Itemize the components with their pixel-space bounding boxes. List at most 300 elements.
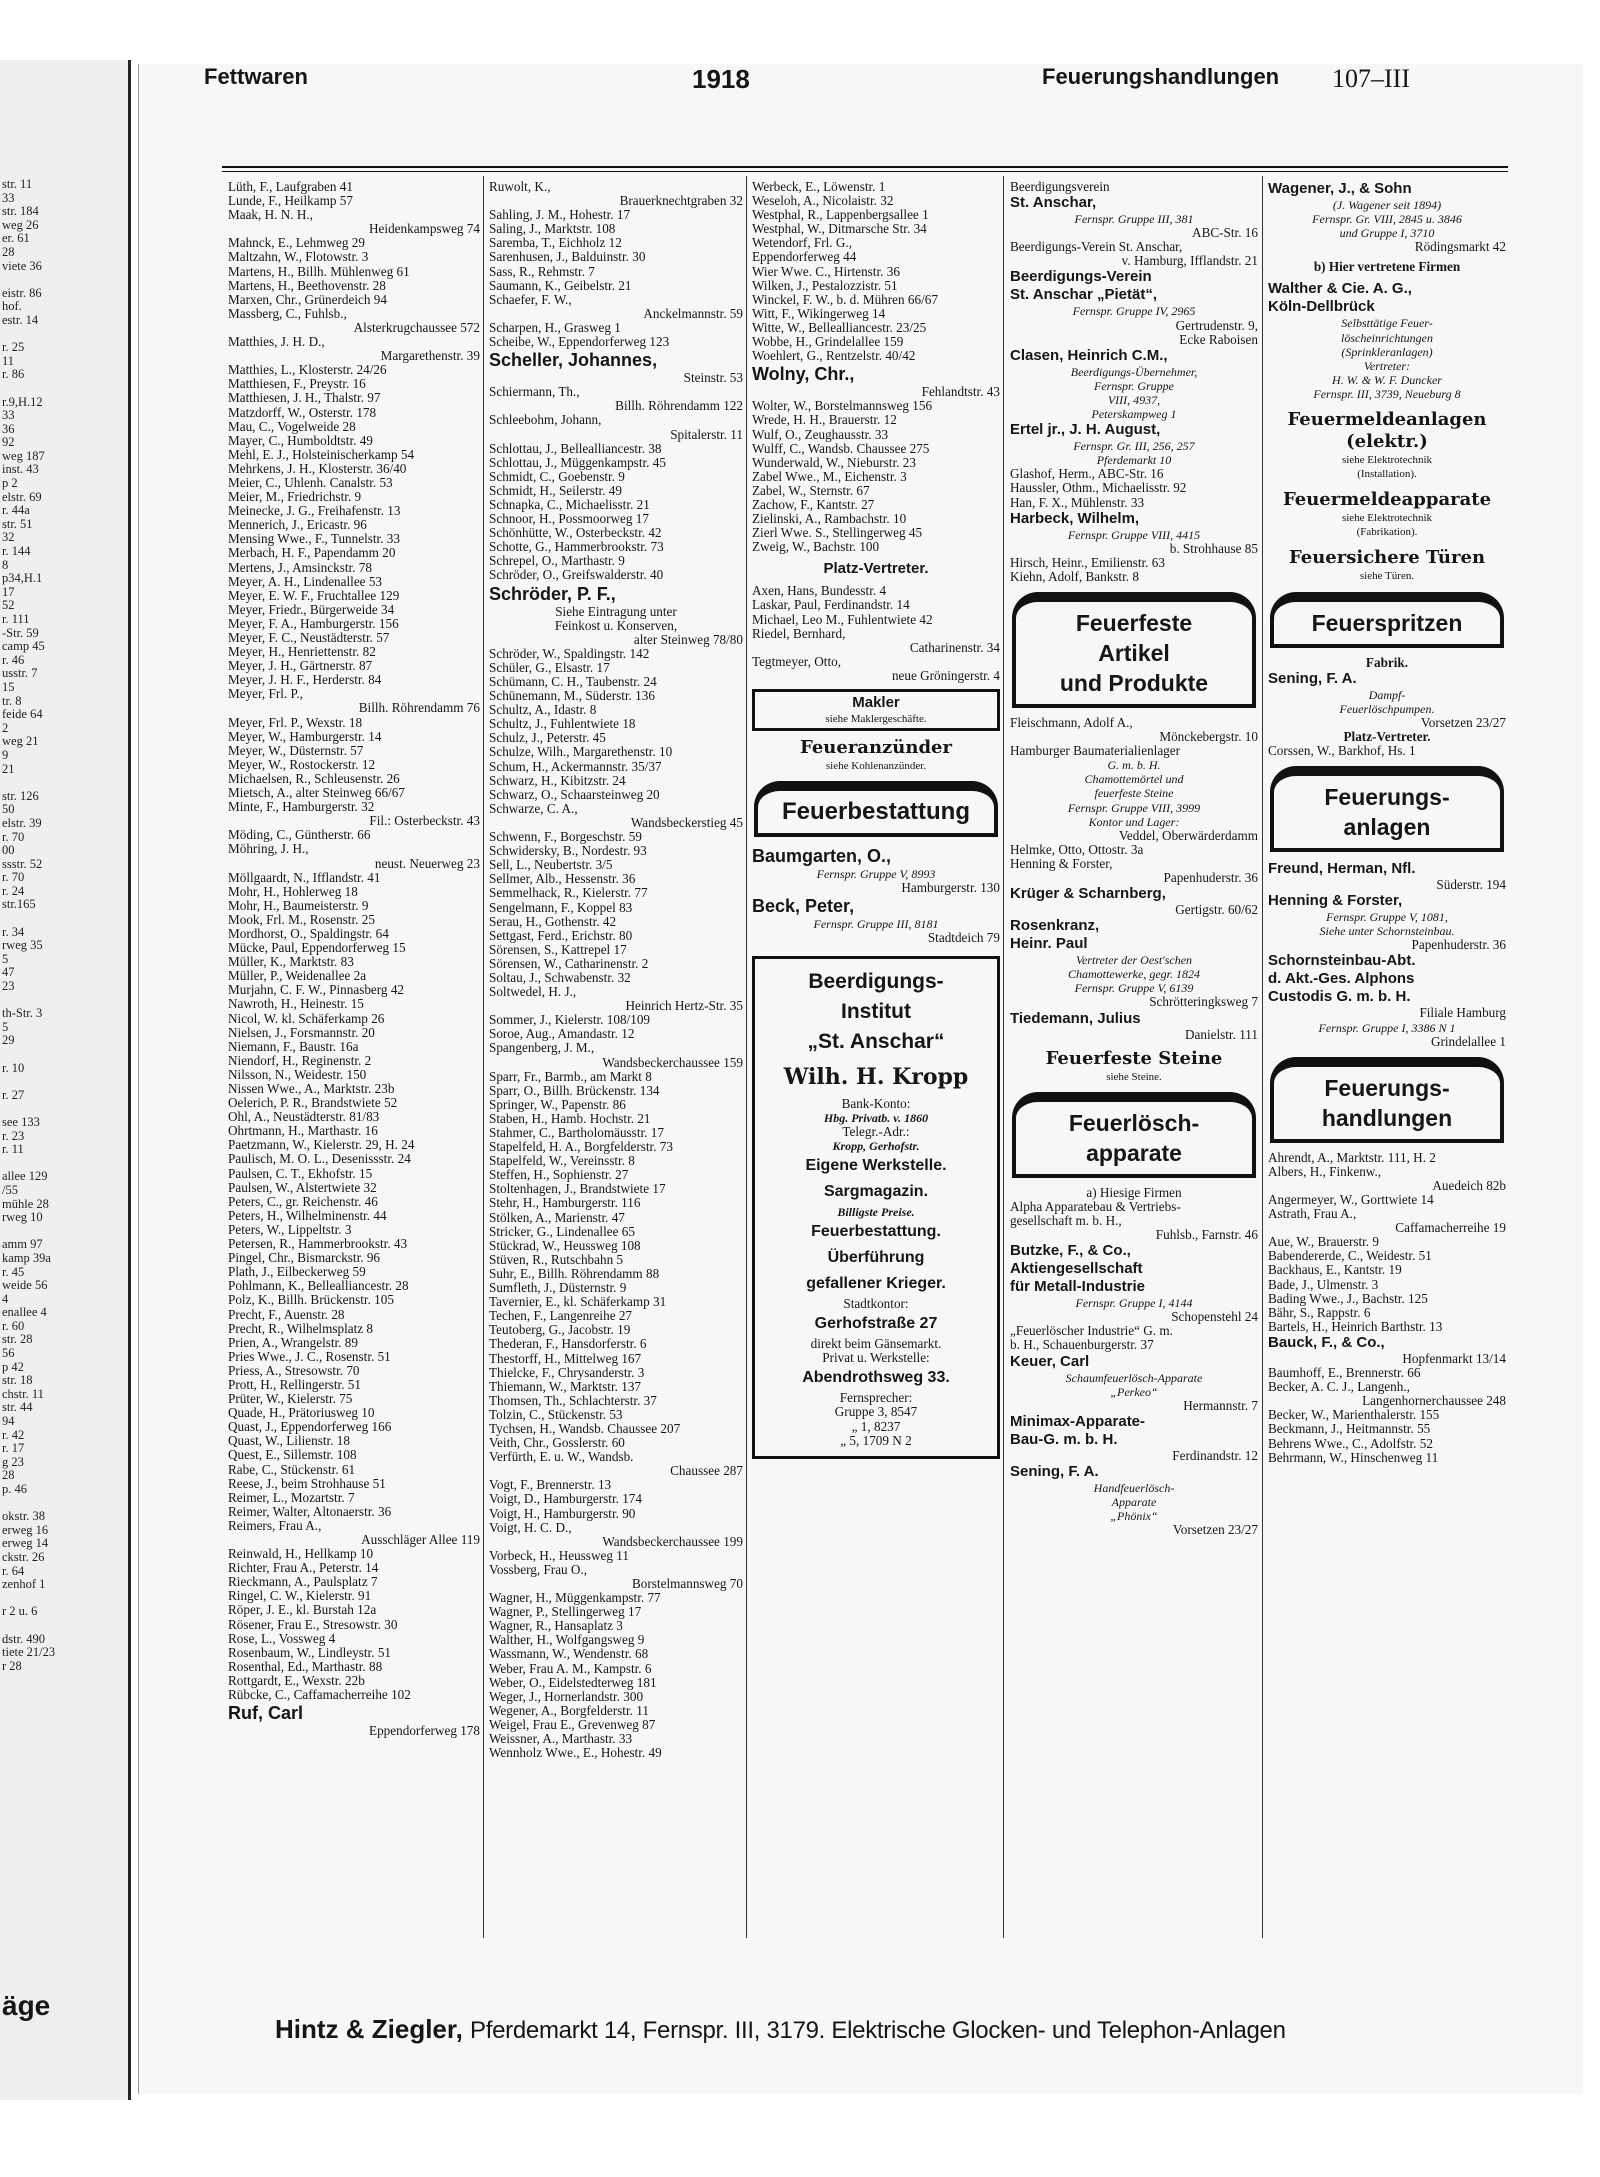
list-item: Selbsttätige Feuer- [1341,316,1433,331]
list-item: Kropp, Gerhofstr. [832,1138,920,1153]
list-item: Pingel, Chr., Bismarckstr. 96 [228,1251,381,1266]
list-item: Backhaus, E., Kantstr. 19 [1268,1263,1402,1278]
list-item: Fabrik. [1365,655,1409,670]
list-item: Staben, H., Hamb. Hochstr. 21 [489,1111,651,1126]
list-item: Weissner, A., Marthastr. 33 [489,1732,633,1747]
list-item: Bank-Konto: [841,1096,911,1111]
list-item: Papenhuderstr. 36 [1411,938,1506,953]
list-item: Meyer, A. H., Lindenallee 53 [228,574,383,589]
column-5 [1268,180,1506,1465]
list-item: Schwarz, H., Kibitzstr. 24 [489,773,626,788]
list-item: Weigel, Frau E., Grevenweg 87 [489,1717,656,1732]
list-item: Feuerbestattung. [811,1223,941,1241]
list-item: „St. Anschar“ [807,1029,945,1053]
list-item: Schotte, G., Hammerbrookstr. 73 [489,540,664,555]
list-item: Walther & Cie. A. G., [1268,280,1412,298]
list-item: Sening, F. A. [1268,669,1357,687]
list-item: St. Anschar „Pietät“, [1010,286,1157,304]
list-item: Schulze, Wilh., Margarethenstr. 10 [489,745,673,760]
list-item: Sparr, O., Billh. Brückenstr. 134 [489,1083,660,1098]
list-item: Prott, H., Rellingerstr. 51 [228,1377,361,1392]
list-item: Krüger & Scharnberg, [1010,885,1166,903]
list-item: gefallener Krieger. [806,1275,946,1293]
list-item: Sparr, Fr., Barmb., am Markt 8 [489,1069,652,1084]
banner-line: apparate [1086,1139,1182,1166]
list-item: Mordhorst, O., Spaldingstr. 64 [228,926,389,941]
list-item: Becker, A. C. J., Langenh., [1268,1380,1410,1395]
list-item: Semmelhack, R., Kielerstr. 77 [489,886,648,901]
list-item: St. Anschar, [1010,194,1097,212]
list-item: Süderstr. 194 [1436,878,1506,893]
list-item: Fernspr. Gruppe VIII, 3999 [1067,800,1201,815]
list-item: Bartels, H., Heinrich Barthstr. 13 [1268,1319,1443,1334]
list-item: Fernsprecher: [839,1391,913,1406]
list-item: für Metall-Industrie [1010,1278,1146,1296]
list-item: Schultz, J., Fuhlentwiete 18 [489,717,636,732]
list-item: Thederan, F., Hansdorferstr. 6 [489,1337,647,1352]
list-item: Plath, J., Eilbeckerweg 59 [228,1265,366,1280]
list-item: neust. Neuerweg 23 [374,856,480,871]
list-item: Heinr. Paul [1010,935,1088,953]
list-item: Mönckebergstr. 10 [1159,730,1258,745]
list-item: Schwarze, C. A., [489,801,578,816]
list-item: Minimax-Apparate- [1010,1412,1146,1430]
list-item: Beerdigungs-Übernehmer, [1070,364,1198,379]
list-item: Polz, K., Billh. Brückenstr. 105 [228,1293,394,1308]
feuerspritzen-banner: Feuerspritzen [1270,592,1504,648]
list-item: Riedel, Bernhard, [752,626,846,641]
list-item: Tegtmeyer, Otto, [752,654,842,669]
list-item: und Gruppe I, 3710 [1339,226,1435,241]
list-item: Schnoor, H., Possmoorweg 17 [489,512,649,527]
list-item: Chaussee 287 [670,1464,743,1479]
list-item: Keuer, Carl [1010,1352,1090,1370]
list-item: Sumfleth, J., Düsternstr. 9 [489,1281,627,1296]
header-right: Feuerungshandlungen [1042,64,1280,89]
list-item: „Phönix“ [1110,1509,1158,1524]
list-item: Reimer, Walter, Altonaerstr. 36 [228,1504,392,1519]
list-item: direkt beim Gänsemarkt. [810,1337,942,1352]
list-item: Weseloh, A., Nicolaistr. 32 [752,194,894,209]
list-item: Ausschläger Allee 119 [361,1533,480,1547]
list-item: Wandsbeckerstieg 45 [630,815,743,830]
list-item: Schopenstehl 24 [1171,1310,1258,1325]
list-item: Prüter, W., Kielerstr. 75 [228,1392,353,1407]
column-divider [1003,176,1004,1938]
list-item: Peters, H., Wilhelminenstr. 44 [228,1208,387,1223]
list-item: Laskar, Paul, Ferdinandstr. 14 [752,598,910,613]
list-item: Margarethenstr. 39 [380,349,480,364]
list-item: Han, F. X., Mühlenstr. 33 [1010,495,1145,510]
subtitle-line: (Fabrikation). [1356,526,1418,539]
list-item: Vorsetzen 23/27 [1172,1523,1258,1538]
list-item: Thielcke, F., Chrysanderstr. 3 [489,1365,645,1380]
list-item: Verfürth, E. u. W., Wandsb. [489,1450,634,1465]
list-item: Bade, J., Ulmenstr. 3 [1268,1277,1379,1292]
list-item: Sellmer, Alb., Hessenstr. 36 [489,872,636,887]
list-item: Meyer, H., Henriettenstr. 82 [228,645,376,660]
list-item: Scheller, Johannes, [489,350,658,371]
list-item: Stricker, G., Lindenallee 65 [489,1224,635,1239]
list-item: Mayer, C., Humboldtstr. 49 [228,433,373,448]
feuersichere-tueren-title: Feuersichere Türen [1288,547,1486,569]
list-item: Schleebohm, Johann, [489,413,602,428]
list-item: Paulisch, M. O. L., Desenissstr. 24 [228,1152,411,1167]
list-item: Westphal, R., Lappenbergsallee 1 [752,208,929,223]
list-item: Stoltenhagen, J., Brandstwiete 17 [489,1182,666,1197]
list-item: Möhring, J. H., [228,842,309,857]
list-item: Sengelmann, F., Koppel 83 [489,900,633,915]
page-number: 107–III [1332,64,1410,93]
list-item: Hopfenmarkt 13/14 [1402,1351,1506,1366]
list-item: Ohl, A., Neustädterstr. 81/83 [228,1110,380,1125]
list-item: Langenhornerchaussee 248 [1362,1394,1506,1409]
list-item: Papenhuderstr. 36 [1163,871,1258,885]
feuerbestattung-banner: Feuerbestattung [754,781,998,837]
column-2-listings [489,180,743,1760]
list-item: Matthiesen, F., Preystr. 16 [228,377,366,392]
list-item: Precht, R., Wilhelmsplatz 8 [228,1321,373,1336]
header-rule [222,166,1508,168]
list-item: Reimers, Frau A., [228,1518,322,1533]
list-item: Steinstr. 53 [683,371,743,386]
column-3-listings [752,180,1000,683]
list-item: Spangenberg, J. M., [489,1041,595,1056]
list-item: Maak, H. N. H., [228,208,313,223]
list-item: Schultz, A., Idastr. 8 [489,703,597,718]
list-item: Wunderwald, W., Nieburstr. 23 [752,455,916,470]
list-item: Meyer, W., Düsternstr. 57 [228,743,364,758]
column-3 [752,180,1000,1465]
list-item: Wetendorf, Frl. G., [752,236,853,251]
list-item: Danielstr. 111 [1184,1027,1258,1042]
feuerungsanlagen-banner [1270,766,1504,852]
list-item: Alpha Apparatebau & Vertriebs- [1010,1199,1181,1214]
list-item: löscheinrichtungen [1341,330,1433,345]
list-item: Schaefer, F. W., [489,292,572,307]
list-item: Walther, H., Wolfgangsweg 9 [489,1633,645,1648]
list-item: Auedeich 82b [1432,1178,1506,1193]
list-item: Axen, Hans, Bundesstr. 4 [752,584,887,599]
feuersichere-tueren-subtitle: siehe Türen. [1359,570,1415,583]
list-item: Schornsteinbau-Abt. [1268,952,1416,970]
list-item: Baumgarten, O., [752,846,892,867]
list-item: Gertigstr. 60/62 [1175,903,1258,918]
list-item: Tychsen, H., Wandsb. Chaussee 207 [489,1421,681,1436]
list-item: „ 5, 1709 N 2 [840,1433,912,1448]
list-item: Springer, W., Papenstr. 86 [489,1097,626,1112]
list-item: Petersen, R., Hammerbrookstr. 43 [228,1237,408,1252]
list-item: Witte, W., Bellealliancestr. 23/25 [752,320,927,335]
list-item: Gertrudenstr. 9, [1175,318,1258,333]
list-item: Müller, K., Marktstr. 83 [228,955,354,970]
list-item: Niemann, F., Baustr. 16a [228,1039,359,1054]
column-4-listings-top [1010,180,1258,584]
list-item: Stahmer, C., Bartholomäusstr. 17 [489,1126,664,1140]
list-item: Bau-G. m. b. H. [1010,1430,1118,1448]
list-item: Schröder, O., Greifswalderstr. 40 [489,568,664,583]
list-item: Minte, F., Hamburgerstr. 32 [228,800,375,815]
list-item: Vorbeck, H., Heussweg 11 [489,1548,629,1563]
list-item: Möllgaardt, N., Ifflandstr. 41 [228,870,381,885]
list-item: Wier Wwe. C., Hirtenstr. 36 [752,264,900,279]
list-item: Babendererde, C., Weidestr. 51 [1268,1249,1432,1264]
list-item: Westphal, W., Ditmarsche Str. 34 [752,222,927,237]
list-item: Massberg, C., Fuhlsb., [228,306,347,321]
column-4-listings-mid [1010,716,1258,1042]
list-item: Eppendorferweg 44 [752,250,857,265]
list-item: Suhr, E., Billh. Röhrendamm 88 [489,1266,660,1281]
banner-line: Feuerungs- [1324,1074,1450,1101]
list-item: Vertreter: [1363,358,1411,373]
column-4-listings-bottom [1010,1186,1258,1538]
list-item: Gruppe 3, 8547 [834,1405,918,1420]
list-item: Precht, F., Auenstr. 28 [228,1307,345,1322]
list-item: Telegr.-Adr.: [842,1124,910,1139]
list-item: gesellschaft m. b. H., [1010,1213,1122,1228]
list-item: Saling, J., Marktstr. 108 [489,222,616,237]
list-item: Michaelsen, R., Schleusenstr. 26 [228,771,400,786]
list-item: Wolter, W., Borstelmannsweg 156 [752,399,933,414]
subtitle-line: siehe Elektrotechnik [1341,454,1433,467]
list-item: Bauck, F., & Co., [1268,1333,1385,1351]
list-item: Fil.: Osterbeckstr. 43 [369,814,480,829]
list-item: Schmidt, H., Seilerstr. 49 [489,483,622,498]
list-item: Ecke Raboisen [1179,332,1258,347]
column-4 [1010,180,1258,1537]
list-item: Schaumfeuerlösch-Apparate [1065,1370,1203,1385]
list-item: Murjahn, C. F. W., Pinnasberg 42 [228,983,405,998]
list-item: Becker, W., Marienthalerstr. 155 [1268,1408,1440,1423]
feuerfeste-steine-subtitle: siehe Steine. [1106,1070,1162,1083]
list-item: Schüler, G., Elsastr. 17 [489,660,610,675]
list-item: Meyer, Frl. P., [228,687,303,702]
list-item: Tolzin, C., Stückenstr. 53 [489,1407,623,1422]
list-item: Sahling, J. M., Hohestr. 17 [489,208,631,223]
list-item: Zielinski, A., Rambachstr. 10 [752,512,907,527]
list-item: Ruwolt, K., [489,180,551,194]
list-item: Wagner, P., Stellingerweg 17 [489,1605,642,1620]
list-item: Woehlert, G., Rentzelstr. 40/42 [752,349,916,364]
list-item: Brauerknechtgraben 32 [619,194,743,209]
list-item: Mertens, J., Amsinckstr. 78 [228,560,372,575]
banner-line: und Produkte [1059,669,1209,696]
list-item: Ertel jr., J. H. August, [1010,421,1161,439]
list-item: Werbeck, E., Löwenstr. 1 [752,180,886,194]
list-item: Heidenkampsweg 74 [369,222,480,237]
list-item: Möding, C., Güntherstr. 66 [228,828,371,843]
list-item: Billh. Röhrendamm 122 [615,399,743,414]
list-item: Wolny, Chr., [752,364,855,385]
list-item: Fernspr. Gruppe V, 6139 [1074,981,1194,996]
list-item: Nissen Wwe., A., Marktstr. 23b [228,1082,395,1096]
list-item: Prien, A., Wrangelstr. 89 [228,1335,358,1350]
list-item: Scharpen, H., Grasweg 1 [489,320,621,335]
list-item: Haussler, Othm., Michaelisstr. 92 [1010,481,1187,496]
list-item: Techen, F., Langenreihe 27 [489,1309,633,1324]
list-item: Albers, H., Finkenw., [1268,1164,1382,1179]
list-item: Wulff, C., Wandsb. Chaussee 275 [752,441,930,456]
list-item: Fernspr. Gruppe IV, 2965 [1072,304,1196,319]
list-item: Bading Wwe., J., Bachstr. 125 [1268,1291,1428,1306]
list-item: Feinkost u. Konserven, [554,618,678,633]
feuerbestattung-listings [752,845,1000,945]
list-item: Schrötteringksweg 7 [1149,995,1258,1010]
list-item: Abendrothsweg 33. [802,1369,950,1387]
list-item: Eigene Werkstelle. [805,1156,947,1174]
list-item: Aue, W., Brauerstr. 9 [1268,1235,1379,1250]
list-item: Richter, Frau A., Peterstr. 14 [228,1561,379,1576]
list-item: Maltzahn, W., Flotowstr. 3 [228,250,369,265]
list-item: Witt, F., Wikingerweg 14 [752,306,886,321]
list-item: Nawroth, H., Heinestr. 15 [228,997,364,1012]
list-item: Müller, P., Weidenallee 2a [228,969,367,984]
list-item: Tiedemann, Julius [1010,1009,1141,1027]
list-item: Köln-Dellbrück [1268,298,1375,316]
list-item: Pohlmann, K., Bellealliancestr. 28 [228,1279,409,1294]
page-header [92,64,1472,100]
list-item: Heinrich Hertz-Str. 35 [625,999,743,1014]
list-item: Billigste Preise. [837,1204,915,1219]
list-item: Voigt, H. C. D., [489,1520,572,1535]
list-item: Harbeck, Wilhelm, [1010,509,1140,527]
list-item: Fernspr. Gruppe I, 3386 N 1 [1318,1020,1456,1035]
list-item: Vossberg, Frau O., [489,1562,588,1577]
list-item: Wilken, J., Pestalozzistr. 51 [752,278,898,293]
feuerungsanlagen-listings [1268,860,1506,1049]
list-item: Rübcke, C., Caffamacherreihe 102 [228,1688,411,1703]
list-item: Merbach, H. F., Papendamm 20 [228,546,396,561]
list-item: Rosenthal, Ed., Marthastr. 88 [228,1659,383,1674]
makler-title: Makler [852,694,900,711]
feuermeldeanlagen-title: Feuermeldeanlagen (elektr.) [1287,409,1487,453]
makler-subtitle: siehe Maklergeschäfte. [825,713,927,725]
list-item: Wennholz Wwe., E., Hohestr. 49 [489,1746,662,1761]
list-item: Rosenkranz, [1010,917,1100,935]
list-item: Sell, L., Neubertstr. 3/5 [489,858,613,873]
list-item: Fernspr. Gruppe I, 4144 [1075,1296,1193,1311]
list-item: Vorsetzen 23/27 [1420,715,1506,730]
list-item: Handfeuerlösch- [1093,1480,1175,1495]
list-item: „ 1, 8237 [851,1419,901,1434]
list-item: „Feuerlöscher Industrie“ G. m. [1010,1324,1173,1339]
list-item: Wassmann, W., Wendenstr. 68 [489,1647,649,1662]
list-item: Pries Wwe., J. C., Rosenstr. 51 [228,1349,391,1364]
list-item: Butzke, F., & Co., [1010,1242,1131,1260]
list-item: Lunde, F., Heilkamp 57 [228,194,353,209]
feuermeldeanlagen-subtitle [1268,453,1506,481]
list-item: Nielsen, J., Forsmannstr. 20 [228,1025,375,1040]
list-item: Fernspr. Gruppe III, 381 [1074,212,1194,227]
list-item: Teutoberg, G., Jacobstr. 19 [489,1323,631,1338]
header-year: 1918 [692,64,750,94]
list-item: Ohrtmann, H., Marthastr. 16 [228,1124,378,1139]
column-5-listings-top [1268,180,1506,401]
list-item: Wilh. H. Kropp [783,1063,969,1090]
list-item: Steffen, H., Sophienstr. 27 [489,1168,629,1183]
list-item: Siehe unter Schornsteinbau. [1319,924,1455,939]
list-item: Schwarz, O., Schaarsteinweg 20 [489,787,660,802]
list-item: Platz-Vertreter. [1343,729,1431,744]
list-item: feuerfeste Steine [1094,786,1174,801]
list-item: Kontor und Lager: [1088,814,1180,829]
list-item: Beck, Peter, [752,896,855,917]
list-item: Mensing Wwe., F., Tunnelstr. 33 [228,532,400,547]
list-item: Henning & Forster, [1010,856,1113,871]
footer-text: Pferdemarkt 14, Fernspr. III, 3179. Elektrische Glocken- und Telephon-Anlagen [470,2017,1286,2044]
list-item: Wobbe, H., Grindelallee 159 [752,335,904,350]
list-item: b) Hier vertretene Firmen [1313,260,1461,275]
list-item: Peters, W., Lippeltstr. 3 [228,1222,352,1237]
list-item: Rottgardt, E., Wexstr. 22b [228,1673,365,1688]
list-item: Matthies, J. H. D., [228,335,325,350]
list-item: Fuhlsb., Farnstr. 46 [1155,1228,1258,1243]
list-item: Winckel, F. W., b. d. Mühren 66/67 [752,292,938,307]
list-item: Feuerlöschpumpen. [1339,701,1435,716]
list-item: Thiemann, W., Marktstr. 137 [489,1379,642,1394]
list-item: Schulz, J., Peterstr. 45 [489,731,606,746]
feuerfeste-artikel-banner [1012,592,1256,708]
list-item: Zierl Wwe. S., Stellingerweg 45 [752,526,923,541]
list-item: Martens, H., Beethovenstr. 28 [228,278,386,293]
feueranzuender-title: Feueranzünder [800,737,952,759]
list-item: Zachow, F., Kantstr. 27 [752,497,875,512]
list-item: Serau, H., Gothenstr. 42 [489,914,617,929]
list-item: Mehl, E. J., Holsteinischerkamp 54 [228,447,415,462]
list-item: Soroe, Aug., Amandastr. 12 [489,1027,635,1042]
list-item: Paetzmann, W., Kielerstr. 29, H. 24 [228,1138,415,1153]
list-item: Rödingsmarkt 42 [1414,240,1506,255]
list-item: Wagner, R., Hansaplatz 3 [489,1619,623,1634]
column-divider [746,176,747,1938]
list-item: Mohr, H., Baumeisterstr. 9 [228,898,369,913]
list-item: neue Gröningerstr. 4 [891,668,1000,683]
list-item: Stölken, A., Marienstr. 47 [489,1210,625,1225]
list-item: Weber, Frau A. M., Kampstr. 6 [489,1661,652,1676]
list-item: Vogt, F., Brennerstr. 13 [489,1478,612,1493]
list-item: Mahnck, E., Lehmweg 29 [228,236,365,251]
list-item: Beerdigungsverein [1010,180,1110,194]
list-item: Meinecke, J. G., Freihafenstr. 13 [228,504,401,519]
list-item: Voigt, D., Hamburgerstr. 174 [489,1492,642,1507]
list-item: Schlottau, J., Müggenkampstr. 45 [489,455,666,470]
list-item: Rösener, Frau E., Stresowstr. 30 [228,1617,398,1632]
list-item: Filiale Hamburg [1419,1006,1506,1021]
list-item: Thomsen, Th., Schlachterstr. 37 [489,1393,657,1408]
list-item: Stapelfeld, H. A., Borgfelderstr. 73 [489,1140,673,1155]
list-item: Meyer, J. H. F., Herderstr. 84 [228,673,382,688]
list-item: Wandsbeckerchaussee 159 [602,1055,743,1070]
list-item: Eppendorferweg 178 [369,1724,480,1739]
list-item: Fernspr. Gruppe III, 8181 [813,917,939,932]
list-item: Astrath, Frau A., [1268,1207,1357,1222]
feuermeldeapparate-subtitle [1268,511,1506,539]
list-item: Beerdigungs- [808,969,944,993]
list-item: Saremba, T., Eichholz 12 [489,236,622,251]
feuerungshandlungen-listings [1268,1151,1506,1465]
list-item: Stapelfeld, W., Vereinsstr. 8 [489,1154,635,1169]
footer-advertisement [275,2014,1286,2045]
list-item: Angermeyer, W., Gorttwiete 14 [1268,1193,1434,1207]
list-item: Anckelmannstr. 59 [643,306,743,321]
feuerspritzen-listings [1268,656,1506,759]
list-item: Behrmann, W., Hinschenweg 11 [1268,1450,1439,1465]
left-page-gutter [0,60,131,2100]
list-item: Veith, Chr., Gosslerstr. 60 [489,1436,625,1451]
list-item: Hirsch, Heinr., Emilienstr. 63 [1010,555,1165,570]
list-item: Wandsbeckerchaussee 199 [602,1534,743,1549]
list-item: Scheibe, W., Eppendorferweg 123 [489,335,670,350]
